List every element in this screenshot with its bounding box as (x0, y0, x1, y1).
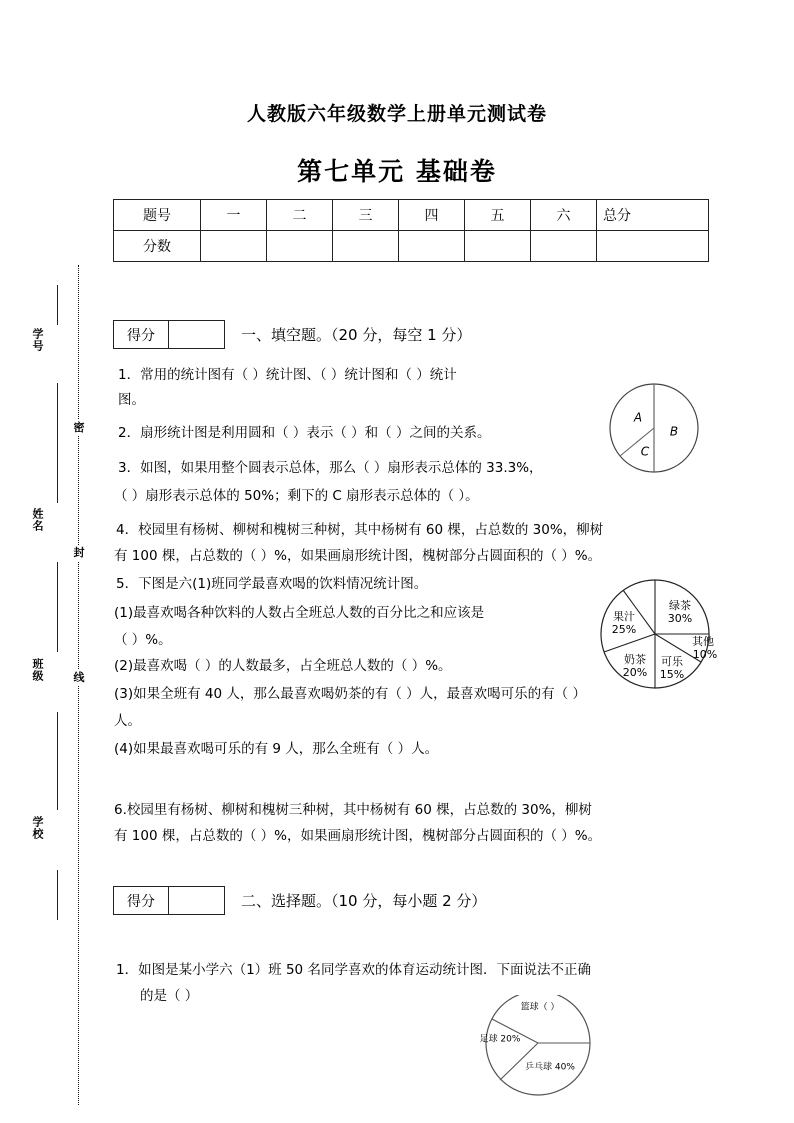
seal-char-feng: 封 (71, 545, 87, 561)
question-5-sub-4: (4)如果最喜欢喝可乐的有 9 人，那么全班有（ ）人。 (114, 741, 439, 757)
question-5-sub-1-line-1: (1)最喜欢喝各种饮料的人数占全班总人数的百分比之和应该是 (114, 605, 485, 621)
sports-pie-figure (478, 995, 602, 1123)
score-cell-3[interactable] (333, 231, 399, 262)
margin-label-xuehao: 学号 (31, 328, 44, 352)
choice-question-1-line-1: 1．如图是某小学六（1）班 50 名同学喜欢的体育运动统计图．下面说法不正确 (116, 962, 591, 978)
score-cell-5[interactable] (465, 231, 531, 262)
abc-label-c: C (640, 444, 650, 459)
drinks-pie-figure (592, 572, 720, 698)
margin-rule-5 (57, 870, 58, 920)
margin-label-banji: 班级 (31, 658, 44, 682)
defen-box-1 (113, 320, 225, 349)
score-table-col-2: 二 (267, 200, 333, 231)
margin-rule-3 (57, 562, 58, 652)
score-cell-total[interactable] (597, 231, 709, 262)
score-table-col-6: 六 (531, 200, 597, 231)
question-6-line-1: 6.校园里有杨树、柳树和槐树三种树，其中杨树有 60 棵，占总数的 30%，柳树 (114, 802, 592, 818)
margin-label-xuexiao: 学校 (31, 816, 44, 840)
page-title: 人教版六年级数学上册单元测试卷 (246, 103, 547, 125)
question-1-line-2: 图。 (118, 392, 145, 408)
question-2-line-1: 2．扇形统计图是利用圆和（ ）表示（ ）和（ ）之间的关系。 (118, 425, 491, 441)
table-row (114, 231, 709, 262)
question-3-line-2: （ ）扇形表示总体的 50%；剩下的 C 扇形表示总体的（ ）。 (114, 488, 479, 504)
sports-label-pingpang: 乒乓球 40% (525, 1062, 575, 1073)
question-1-line-1: 1．常用的统计图有（ ）统计图、（ ）统计图和（ ）统计 (118, 367, 457, 383)
defen-value-2[interactable] (168, 887, 224, 914)
score-table (113, 199, 709, 262)
score-table-col-3: 三 (333, 200, 399, 231)
table-row (114, 200, 709, 231)
drinks-label-kele-pct: 15% (659, 668, 685, 681)
drinks-label-naicha-name: 奶茶 (624, 653, 646, 666)
drinks-label-lvcha-pct: 30% (667, 612, 693, 625)
page-subtitle: 第七单元 基础卷 (297, 157, 497, 186)
score-cell-2[interactable] (267, 231, 333, 262)
question-5-sub-2: (2)最喜欢喝（ ）的人数最多，占全班总人数的（ ）%。 (114, 658, 452, 674)
score-cell-4[interactable] (399, 231, 465, 262)
drinks-label-qita-name: 其他 (692, 635, 714, 648)
score-table-row-label-score: 分数 (114, 231, 201, 262)
seal-char-mi: 密 (71, 420, 87, 436)
section-header-fill (113, 320, 471, 349)
score-table-col-1: 一 (201, 200, 267, 231)
margin-label-xingming: 姓名 (31, 508, 44, 532)
sports-label-zuqiu: 足球 20% (479, 1034, 521, 1045)
score-table-col-5: 五 (465, 200, 531, 231)
drinks-label-lvcha-name: 绿茶 (669, 599, 691, 612)
score-table-col-total: 总分 (597, 200, 709, 231)
question-5-line-1: 5．下图是六(1)班同学最喜欢喝的饮料情况统计图。 (116, 576, 428, 592)
drinks-divider-75 (604, 634, 655, 652)
question-6-line-2: 有 100 棵，占总数的（ ）%，如果画扇形统计图，槐树部分占圆面积的（ ）%。 (114, 828, 602, 844)
choice-question-1-line-2: 的是（ ） (140, 988, 199, 1004)
score-table-row-label: 题号 (114, 200, 201, 231)
score-cell-1[interactable] (201, 231, 267, 262)
drinks-label-kele-name: 可乐 (661, 655, 683, 668)
question-5-sub-3-line-1: (3)如果全班有 40 人，那么最喜欢喝奶茶的有（ ）人，最喜欢喝可乐的有（ ） (114, 686, 586, 702)
drinks-label-guozhi-pct: 25% (611, 623, 637, 636)
defen-label-1: 得分 (127, 327, 155, 344)
score-table-col-4: 四 (399, 200, 465, 231)
score-cell-6[interactable] (531, 231, 597, 262)
question-3-line-1: 3．如图，如果用整个圆表示总体，那么（ ）扇形表示总体的 33.3%， (118, 460, 543, 476)
section-header-choice (113, 886, 486, 915)
question-5-sub-3-line-2: 人。 (114, 713, 141, 729)
question-5-sub-1-line-2: （ ）%。 (114, 632, 172, 648)
defen-value-1[interactable] (168, 321, 224, 348)
drinks-label-naicha-pct: 20% (622, 666, 648, 679)
question-4-line-1: 4．校园里有杨树、柳树和槐树三种树，其中杨树有 60 棵，占总数的 30%，柳树 (116, 522, 604, 538)
sports-label-lanqiu: 篮球（ ） (520, 1002, 560, 1013)
margin-rule-1 (57, 285, 58, 325)
abc-label-a: A (633, 410, 643, 425)
abc-label-b: B (669, 424, 679, 439)
sports-divider-downleft (500, 1043, 538, 1080)
abc-circle-figure (604, 378, 704, 478)
defen-box-2 (113, 886, 225, 915)
margin-rule-2 (57, 383, 58, 503)
drinks-label-qita-pct: 10% (692, 648, 718, 661)
drinks-label-guozhi-name: 果汁 (613, 610, 635, 623)
section-title-choice: 二、选择题。（10 分，每小题 2 分） (241, 892, 487, 910)
section-title-fill: 一、填空题。（20 分，每空 1 分） (241, 326, 472, 344)
defen-label-2: 得分 (127, 893, 155, 910)
seal-char-xian: 线 (71, 670, 87, 686)
question-4-line-2: 有 100 棵，占总数的（ ）%，如果画扇形统计图，槐树部分占圆面积的（ ）%。 (114, 548, 602, 564)
margin-rule-4 (57, 712, 58, 810)
